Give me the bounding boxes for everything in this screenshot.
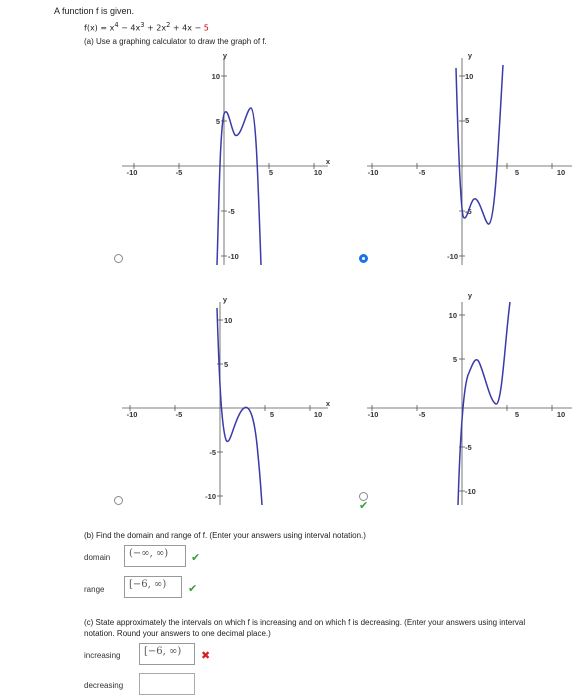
function-formula: $f(x) = x^4 - 4x^3 + 2x^2 + 4x - 5$ [84, 21, 209, 33]
option-radio-3[interactable] [114, 496, 123, 505]
tick-label-x: -5 [418, 410, 426, 419]
tick-label-x: 5 [514, 410, 520, 419]
tick-label-y: -10 [465, 487, 476, 496]
graph-option-4 [365, 290, 572, 510]
tick-label-x: 10 [556, 410, 566, 419]
tick-label-y: 5 [452, 355, 457, 364]
decreasing-answer-field[interactable] [139, 673, 195, 695]
decreasing-label: decreasing [84, 681, 124, 690]
tick-label-y: 10 [448, 311, 457, 320]
tick-label-y: -10 [228, 252, 239, 261]
increasing-incorrect-icon: ✖ [201, 649, 211, 662]
y-axis-label: y [222, 295, 228, 304]
option-radio-2[interactable] [359, 254, 368, 263]
y-axis-label: y [467, 51, 473, 60]
tick-label-x: 5 [514, 168, 520, 177]
tick-label-x: -5 [418, 168, 426, 177]
tick-label-x: 5 [268, 168, 274, 177]
problem-intro: A function f is given. [54, 6, 135, 16]
y-axis-label: y [467, 291, 473, 300]
range-answer-field[interactable]: [−6, ∞) [124, 576, 182, 598]
tick-label-y: 10 [211, 72, 220, 81]
tick-label-x: 10 [313, 168, 323, 177]
part-c-instruction: (c) State approximately the intervals on which f is increasing and on which f is decreasing. (Enter your answers using interval notation. Round your answers to one decimal place.) [84, 618, 526, 638]
tick-label-y: 10 [465, 72, 474, 81]
axes [122, 58, 328, 265]
tick-label-y: -5 [465, 443, 472, 452]
domain-label: domain [84, 553, 111, 562]
graph-option-2 [365, 50, 572, 270]
x-axis-label: x [325, 399, 330, 408]
tick-label-y: -10 [447, 252, 458, 261]
tick-label-x: 10 [313, 410, 323, 419]
range-label: range [84, 585, 105, 594]
tick-label-y: 5 [465, 116, 470, 125]
domain-answer-field[interactable]: (−∞, ∞) [124, 545, 186, 567]
tick-label-y: 5 [224, 360, 229, 369]
axes [367, 302, 572, 505]
tick-label-x: -5 [175, 168, 183, 177]
axes [367, 58, 572, 265]
increasing-answer-field[interactable]: [−6, ∞) [139, 643, 195, 665]
tick-label-x: -10 [367, 410, 379, 419]
tick-label-y: -5 [209, 448, 216, 457]
x-axis-label: x [325, 157, 330, 166]
correct-check-icon: ✔ [359, 499, 369, 512]
axes [122, 302, 328, 505]
option-radio-1[interactable] [114, 254, 123, 263]
tick-label-x: 5 [269, 410, 275, 419]
graph-option-1 [120, 50, 330, 270]
part-a-instruction: (a) Use a graphing calculator to draw the graph of f. [84, 37, 267, 46]
tick-label-x: -10 [126, 168, 138, 177]
increasing-label: increasing [84, 651, 121, 660]
function-curve [456, 65, 503, 224]
function-curve [458, 302, 510, 505]
y-axis-label: y [222, 51, 228, 60]
tick-label-y: -5 [228, 207, 235, 216]
tick-label-x: 10 [556, 168, 566, 177]
tick-label-y: -10 [205, 492, 216, 501]
tick-label-y: 5 [215, 117, 220, 126]
tick-label-x: -10 [126, 410, 138, 419]
tick-label-y: -5 [465, 207, 472, 216]
tick-label-x: -10 [367, 168, 379, 177]
tick-label-y: 10 [224, 316, 233, 325]
graph-option-3 [120, 290, 330, 510]
domain-correct-icon: ✔ [191, 551, 201, 564]
range-correct-icon: ✔ [188, 582, 198, 595]
part-b-instruction: (b) Find the domain and range of f. (Enter your answers using interval notation.) [84, 531, 366, 540]
tick-label-x: -5 [175, 410, 183, 419]
function-curve [217, 308, 262, 505]
